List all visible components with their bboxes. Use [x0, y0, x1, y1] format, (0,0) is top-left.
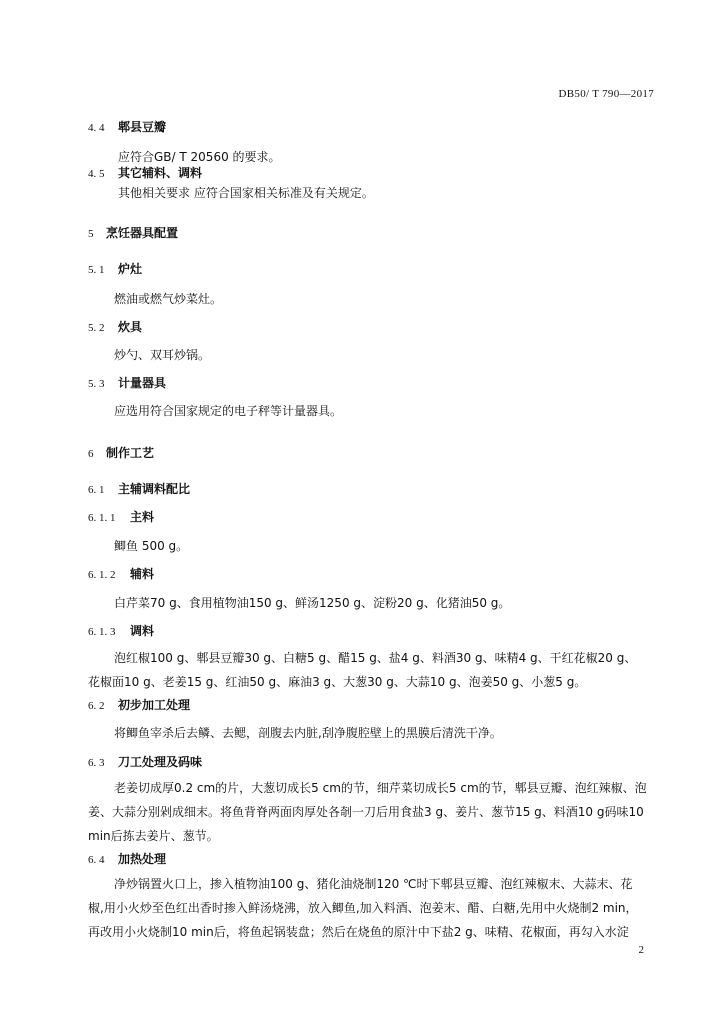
- section-number: 5. 2: [88, 322, 105, 334]
- section-number: 6. 4: [88, 854, 105, 866]
- section-title: 刀工处理及码味: [118, 755, 203, 769]
- paragraph-text: 老姜切成厚0.2 cm的片，大葱切成长5 cm的节，细芹菜切成长5 cm的节，郫县豆瓣、泡红辣椒、泡姜、大蒜分别剁成细末。将鱼背脊两面肉厚处各剞一刀后用食盐3 g、姜片、葱节15 g、料酒10 g码味10 min后拣去姜片、葱节。: [88, 781, 647, 843]
- section-title: 炉灶: [118, 262, 143, 276]
- section-title: 调料: [130, 624, 155, 638]
- section-title: 制作工艺: [106, 446, 155, 460]
- body-paragraph: [88, 646, 648, 694]
- page-number: 2: [638, 944, 644, 956]
- body-text: 白芹菜70 g、食用植物油150 g、鲜汤1250 g、淀粉20 g、化猪油50 g。: [114, 596, 511, 610]
- body-paragraph: [88, 872, 648, 944]
- section-number: 6: [88, 448, 94, 460]
- body-text: 炒勺、双耳炒锅。: [114, 348, 211, 362]
- section-number: 6. 2: [88, 700, 105, 712]
- section-number: 6. 3: [88, 757, 105, 769]
- section-title: 初步加工处理: [118, 698, 191, 712]
- body-text: 将鲫鱼宰杀后去鳞、去鳃，剖腹去内脏,刮净腹腔壁上的黑膜后清洗干净。: [114, 726, 502, 740]
- body-text: 其他相关要求 应符合国家相关标准及有关规定。: [118, 186, 374, 200]
- section-title: 计量器具: [118, 376, 167, 390]
- section-number: 6. 1. 1: [88, 512, 116, 524]
- section-title: 郫县豆瓣: [118, 120, 167, 134]
- section-title: 加热处理: [118, 852, 167, 866]
- section-title: 炊具: [118, 320, 143, 334]
- section-title: 主料: [130, 510, 155, 524]
- section-title: 其它辅料、调料: [118, 166, 203, 180]
- section-number: 5. 1: [88, 264, 105, 276]
- section-number: 4. 5: [88, 168, 105, 180]
- body-paragraph: [88, 776, 648, 848]
- section-number: 5. 3: [88, 378, 105, 390]
- paragraph-text: 泡红椒100 g、郫县豆瓣30 g、白糖5 g、醋15 g、盐4 g、料酒30 g、味精4 g、干红花椒20 g、花椒面10 g、老姜15 g、红油50 g、麻油3 g、大葱30 g、大蒜10 g、泡姜50 g、小葱5 g。: [88, 651, 637, 689]
- body-text: 鲫鱼 500 g。: [114, 539, 189, 553]
- section-number: 6. 1. 2: [88, 569, 116, 581]
- section-number: 5: [88, 228, 94, 240]
- section-number: 4. 4: [88, 122, 105, 134]
- paragraph-text: 净炒锅置火口上，掺入植物油100 g、猪化油烧制120 ℃时下郫县豆瓣、泡红辣椒末、大蒜末、花椒,用小火炒至色红出香时掺入鲜汤烧沸，放入鲫鱼,加入料酒、泡姜末、醋、白糖,先用中火烧制2 min，再改用小火烧制10 min后，将鱼起锅装盘；然后在烧鱼的原汁中下盐2 g、味精、花椒面，再勾入水淀: [88, 877, 638, 939]
- section-title: 辅料: [130, 567, 155, 581]
- section-number: 6. 1: [88, 484, 105, 496]
- body-text: 应符合GB/ T 20560 的要求。: [118, 150, 281, 164]
- standard-code: DB50/ T 790—2017: [558, 88, 654, 100]
- body-text: 燃油或燃气炒菜灶。: [114, 292, 223, 306]
- section-title: 主辅调料配比: [118, 482, 191, 496]
- section-number: 6. 1. 3: [88, 626, 116, 638]
- body-text: 应选用符合国家规定的电子秤等计量器具。: [114, 404, 343, 418]
- section-title: 烹饪器具配置: [106, 226, 179, 240]
